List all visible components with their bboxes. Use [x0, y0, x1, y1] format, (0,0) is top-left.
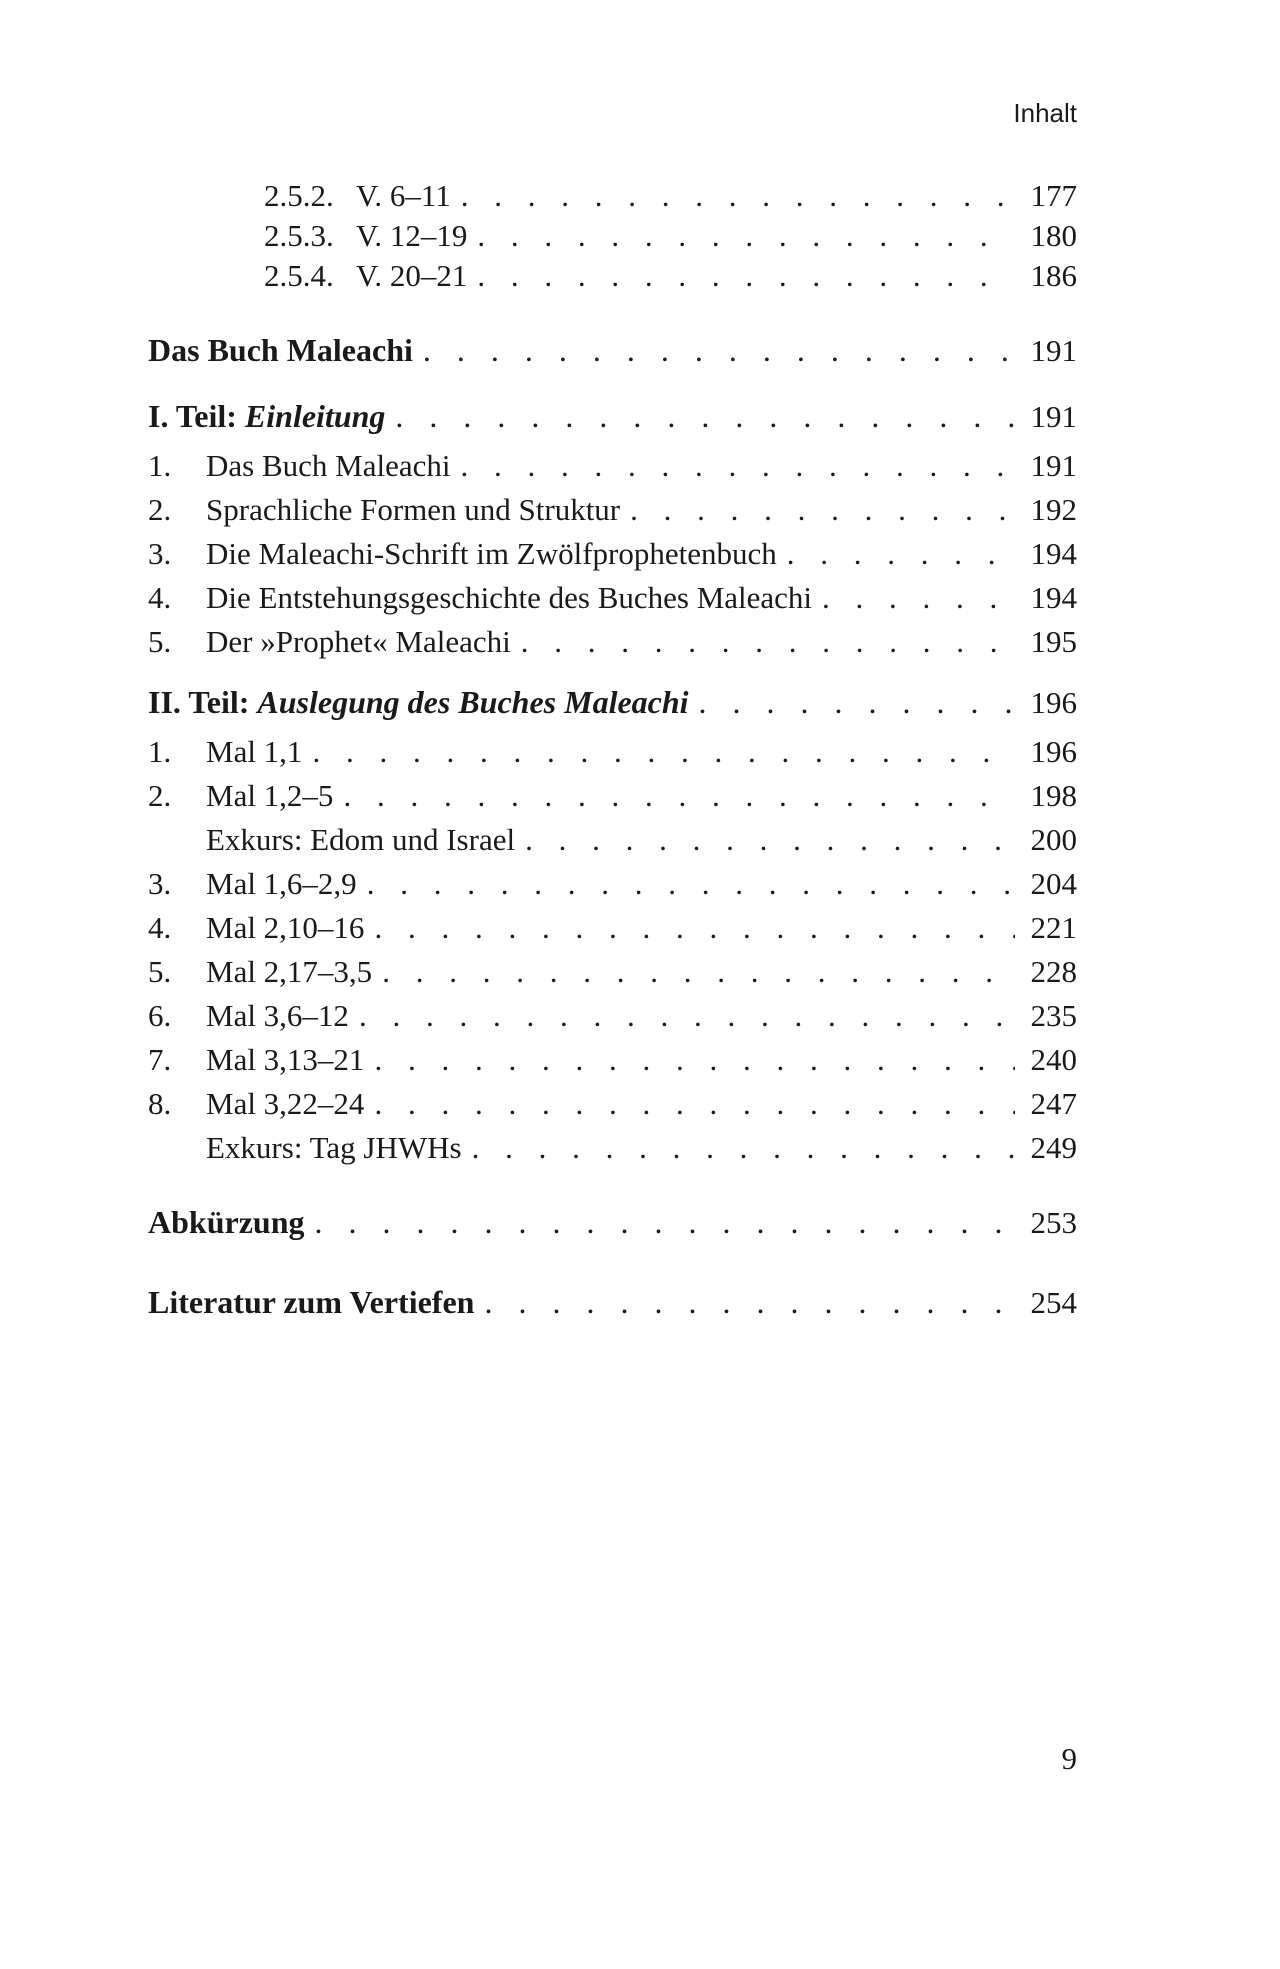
entry-page: 191 — [1030, 333, 1077, 368]
page-number: 9 — [1061, 1741, 1077, 1776]
toc-abbreviations — [148, 1204, 1077, 1254]
entry-page: 249 — [1030, 1130, 1077, 1165]
entry-number: 2.5.2. — [264, 178, 334, 213]
entry-number: 2.5.3. — [264, 218, 334, 253]
toc-entry — [148, 1042, 1077, 1086]
toc-entry — [148, 492, 1077, 536]
entry-page: 196 — [1030, 734, 1077, 769]
dot-leader — [374, 910, 1015, 946]
entry-title: V. 6–11 — [356, 178, 451, 213]
toc-further-reading — [148, 1284, 1077, 1334]
entry-number: 1. — [148, 448, 172, 483]
dot-leader — [477, 218, 1015, 254]
dot-leader — [630, 492, 1015, 528]
entry-number: 4. — [148, 910, 172, 945]
entry-title: Mal 1,6–2,9 — [206, 866, 357, 901]
dot-leader — [484, 1284, 1015, 1321]
entry-page: 177 — [1030, 178, 1077, 213]
dot-leader — [367, 866, 1015, 902]
dot-leader — [359, 998, 1015, 1034]
dot-leader — [477, 258, 1015, 294]
toc-book-heading — [148, 332, 1077, 382]
entry-page: 240 — [1030, 1042, 1077, 1077]
toc-part-2-heading — [148, 684, 1077, 734]
dot-leader — [699, 684, 1015, 721]
entry-number: 8. — [148, 1086, 172, 1121]
dot-leader — [472, 1130, 1015, 1166]
entry-title: Mal 1,2–5 — [206, 778, 334, 813]
entry-title: Die Maleachi-Schrift im Zwölfprophetenbuch — [206, 536, 777, 571]
toc-entry — [148, 998, 1077, 1042]
entry-page: 198 — [1030, 778, 1077, 813]
dot-leader — [343, 778, 1015, 814]
entry-page: 200 — [1030, 822, 1077, 857]
toc-entry — [148, 866, 1077, 910]
toc-entry — [148, 954, 1077, 998]
entry-page: 196 — [1030, 685, 1077, 720]
entry-number: 1. — [148, 734, 172, 769]
toc-entry — [148, 448, 1077, 492]
running-head: Inhalt — [1013, 98, 1077, 128]
entry-title: Mal 1,1 — [206, 734, 303, 769]
entry-number: 3. — [148, 536, 172, 571]
entry-title: Mal 2,17–3,5 — [206, 954, 373, 989]
dot-leader — [374, 1086, 1015, 1122]
entry-title: Die Entstehungsgeschichte des Buches Maleachi — [206, 580, 813, 615]
dot-leader — [382, 954, 1015, 990]
entry-page: 228 — [1030, 954, 1077, 989]
entry-title: Das Buch Maleachi — [148, 332, 413, 368]
dot-leader — [525, 822, 1015, 858]
toc-entry-2-5-4 — [148, 258, 1077, 298]
part-title: Auslegung des Buches Maleachi — [257, 684, 689, 720]
dot-leader — [787, 536, 1015, 572]
entry-title: Der »Prophet« Maleachi — [206, 624, 511, 659]
entry-page: 194 — [1030, 580, 1077, 615]
entry-page: 186 — [1030, 258, 1077, 293]
dot-leader — [312, 734, 1015, 770]
toc-part-1-heading — [148, 398, 1077, 448]
entry-title: Exkurs: Edom und Israel — [206, 822, 516, 857]
part-prefix: I. Teil: — [148, 398, 237, 434]
entry-page: 204 — [1030, 866, 1077, 901]
entry-page: 235 — [1030, 998, 1077, 1033]
toc-entry — [148, 624, 1077, 668]
entry-page: 192 — [1030, 492, 1077, 527]
entry-title: Sprachliche Formen und Struktur — [206, 492, 621, 527]
entry-title: Exkurs: Tag JHWHs — [206, 1130, 462, 1165]
entry-number: 4. — [148, 580, 172, 615]
entry-title: Mal 3,13–21 — [206, 1042, 365, 1077]
entry-page: 247 — [1030, 1086, 1077, 1121]
toc-excursus — [148, 1130, 1077, 1174]
dot-leader — [315, 1204, 1016, 1241]
entry-title: Mal 2,10–16 — [206, 910, 365, 945]
entry-number: 3. — [148, 866, 172, 901]
entry-title: Literatur zum Vertiefen — [148, 1284, 475, 1320]
entry-page: 221 — [1030, 910, 1077, 945]
entry-title: Das Buch Maleachi — [206, 448, 451, 483]
part-prefix: II. Teil: — [148, 684, 250, 720]
dot-leader — [374, 1042, 1015, 1078]
toc-entry-2-5-3 — [148, 218, 1077, 258]
entry-title: Mal 3,6–12 — [206, 998, 349, 1033]
entry-page: 194 — [1030, 536, 1077, 571]
entry-number: 5. — [148, 624, 172, 659]
dot-leader — [395, 398, 1015, 435]
entry-page: 180 — [1030, 218, 1077, 253]
entry-page: 253 — [1030, 1205, 1077, 1240]
entry-title: V. 12–19 — [356, 218, 468, 253]
entry-page: 195 — [1030, 624, 1077, 659]
toc-excursus — [148, 822, 1077, 866]
toc-entry — [148, 734, 1077, 778]
entry-page: 191 — [1030, 399, 1077, 434]
entry-number: 6. — [148, 998, 172, 1033]
entry-title: Abkürzung — [148, 1204, 305, 1240]
toc-entry — [148, 910, 1077, 954]
table-of-contents — [148, 178, 1077, 1334]
toc-entry — [148, 536, 1077, 580]
entry-number: 5. — [148, 954, 172, 989]
entry-page: 254 — [1030, 1285, 1077, 1320]
entry-number: 2. — [148, 492, 172, 527]
toc-entry — [148, 1086, 1077, 1130]
entry-title: V. 20–21 — [356, 258, 468, 293]
entry-number: 7. — [148, 1042, 172, 1077]
part-title: Einleitung — [244, 398, 386, 434]
entry-page: 191 — [1030, 448, 1077, 483]
dot-leader — [461, 178, 1015, 214]
dot-leader — [460, 448, 1015, 484]
toc-entry-2-5-2 — [148, 178, 1077, 218]
toc-entry — [148, 580, 1077, 624]
entry-number: 2.5.4. — [264, 258, 334, 293]
dot-leader — [521, 624, 1015, 660]
entry-title: Mal 3,22–24 — [206, 1086, 365, 1121]
dot-leader — [822, 580, 1015, 616]
toc-entry — [148, 778, 1077, 822]
dot-leader — [423, 332, 1015, 369]
entry-number: 2. — [148, 778, 172, 813]
